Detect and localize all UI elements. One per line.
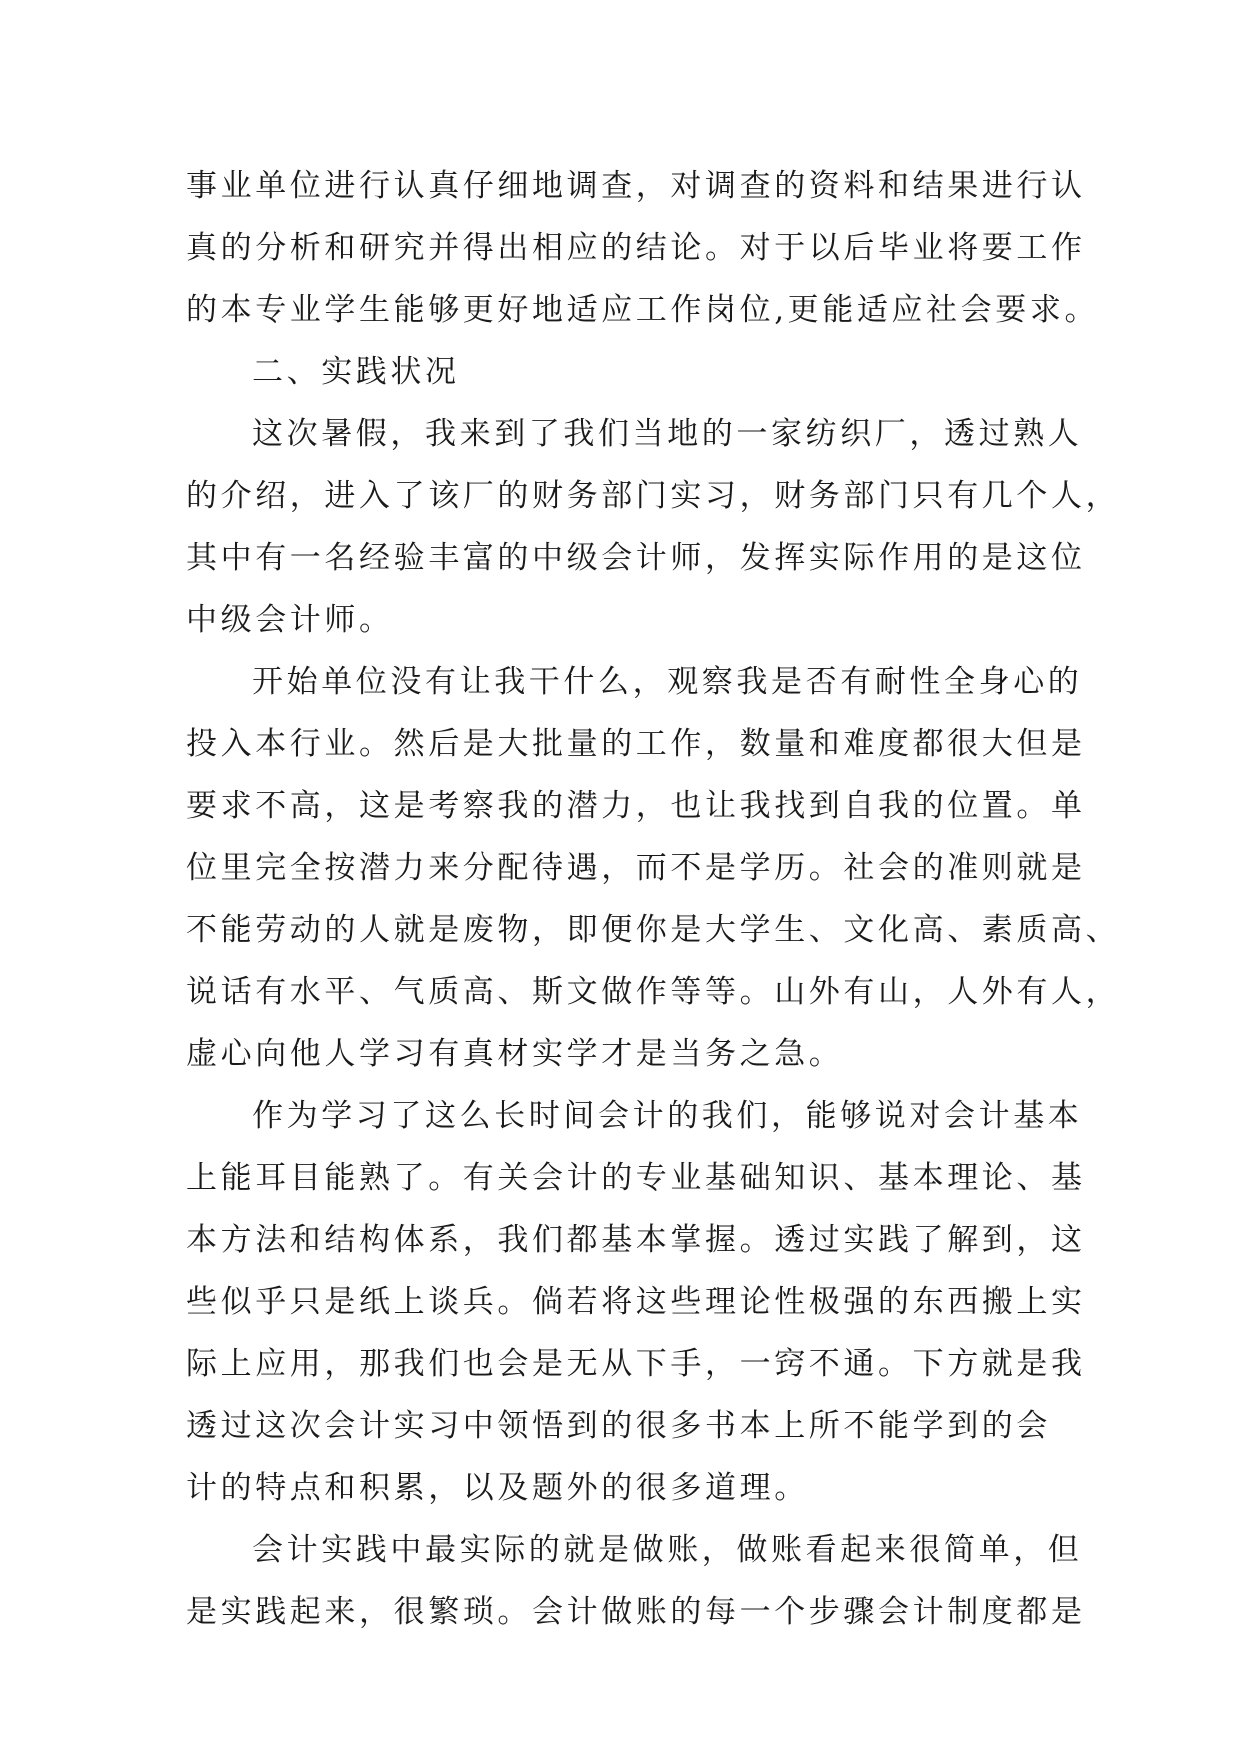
- paragraph-first-line: 开始单位没有让我干什么，观察我是否有耐性全身心的: [252, 664, 1083, 700]
- document-body: [186, 155, 1121, 1643]
- paragraph-first-line: 作为学习了这么长时间会计的我们，能够说对会计基本: [252, 1098, 1083, 1134]
- text-line: 不能劳动的人就是废物，即便你是大学生、文化高、素质高、: [186, 912, 1121, 948]
- text-line: 际上应用，那我们也会是无从下手，一窍不通。下方就是我: [186, 1346, 1086, 1382]
- text-line: 中级会计师。: [186, 602, 394, 638]
- text-line: 计的特点和积累，以及题外的很多道理。: [186, 1470, 809, 1506]
- text-line: 位里完全按潜力来分配待遇，而不是学历。社会的准则就是: [186, 850, 1086, 886]
- text-line: 上能耳目能熟了。有关会计的专业基础知识、基本理论、基: [186, 1160, 1086, 1196]
- text-line: 的本专业学生能够更好地适应工作岗位,更能适应社会要求。: [186, 292, 1100, 328]
- text-line: 其中有一名经验丰富的中级会计师，发挥实际作用的是这位: [186, 540, 1086, 576]
- text-line: 本方法和结构体系，我们都基本掌握。透过实践了解到，这: [186, 1222, 1086, 1258]
- paragraph-first-line: 这次暑假，我来到了我们当地的一家纺织厂，透过熟人: [252, 416, 1083, 452]
- paragraph-first-line: 会计实践中最实际的就是做账，做账看起来很简单，但: [252, 1532, 1083, 1568]
- text-line: 投入本行业。然后是大批量的工作，数量和难度都很大但是: [186, 726, 1086, 762]
- text-line: 透过这次会计实习中领悟到的很多书本上所不能学到的会: [186, 1408, 1051, 1444]
- text-line: 真的分析和研究并得出相应的结论。对于以后毕业将要工作: [186, 230, 1086, 266]
- text-line: 事业单位进行认真仔细地调查，对调查的资料和结果进行认: [186, 168, 1086, 204]
- paragraph-first-line: 二、实践状况: [252, 354, 460, 390]
- text-line: 些似乎只是纸上谈兵。倘若将这些理论性极强的东西搬上实: [186, 1284, 1086, 1320]
- text-line: 虚心向他人学习有真材实学才是当务之急。: [186, 1036, 844, 1072]
- text-line: 是实践起来，很繁琐。会计做账的每一个步骤会计制度都是: [186, 1594, 1086, 1630]
- text-line: 说话有水平、气质高、斯文做作等等。山外有山，人外有人，: [186, 974, 1121, 1010]
- text-line: 的介绍，进入了该厂的财务部门实习，财务部门只有几个人，: [186, 478, 1121, 514]
- text-line: 要求不高，这是考察我的潜力，也让我找到自我的位置。单: [186, 788, 1086, 824]
